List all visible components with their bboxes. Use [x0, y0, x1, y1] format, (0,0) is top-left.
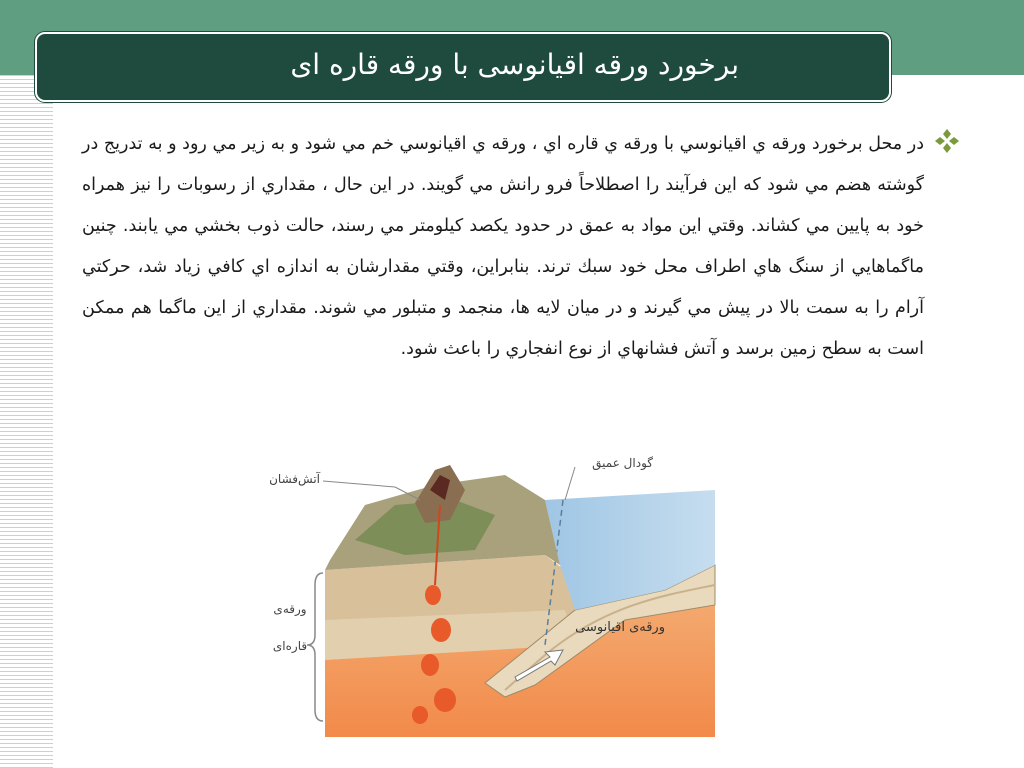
title-box	[35, 32, 891, 102]
label-oceanic: ورقه‌ی اقیانوسی	[575, 620, 665, 635]
label-continental-1: ورقه‌ی	[273, 602, 307, 616]
label-continental-2: قاره‌ای	[272, 639, 308, 653]
label-trench: گودال عمیق	[592, 456, 653, 470]
body-paragraph: در محل برخورد ورقه ي اقيانوسي با ورقه ي قاره اي ، ورقه ي اقيانوسي خم مي شود و به زير مي رود و به تدريج در گوشته هضم مي شود که اين فرآيند را اصطلاحاً فرو رانش مي گويند. در اين حال ، مقداري از رسوبات را نيز همراه خود به پايين مي کشاند. وقتي اين مواد به عمق در حدود يکصد کيلومتر مي رسند، حالت ذوب بخشي مي يابند. چنين ماگماهايي از سنگ هاي اطراف محل خود سبك ترند. بنابراين، وقتي مقدارشان به اندازه اي کافي زياد شد، حرکتي آرام را به سمت بالا در پيش مي گيرند و در ميان لايه ها، منجمد و متبلور مي شوند. مقداري از اين ماگما هم ممکن است به سطح زمين برسد و آتش فشانهاي از نوع انفجاري را باعث شود.	[82, 134, 924, 359]
left-stripe-decoration	[0, 75, 53, 768]
diamond-bullet-icon	[934, 128, 960, 154]
slide-title: برخورد ورقه اقیانوسی با ورقه قاره ای	[290, 48, 739, 81]
subduction-diagram	[245, 445, 725, 740]
continental-brace	[307, 573, 323, 721]
label-volcano: آتش‌فشان	[269, 472, 320, 486]
